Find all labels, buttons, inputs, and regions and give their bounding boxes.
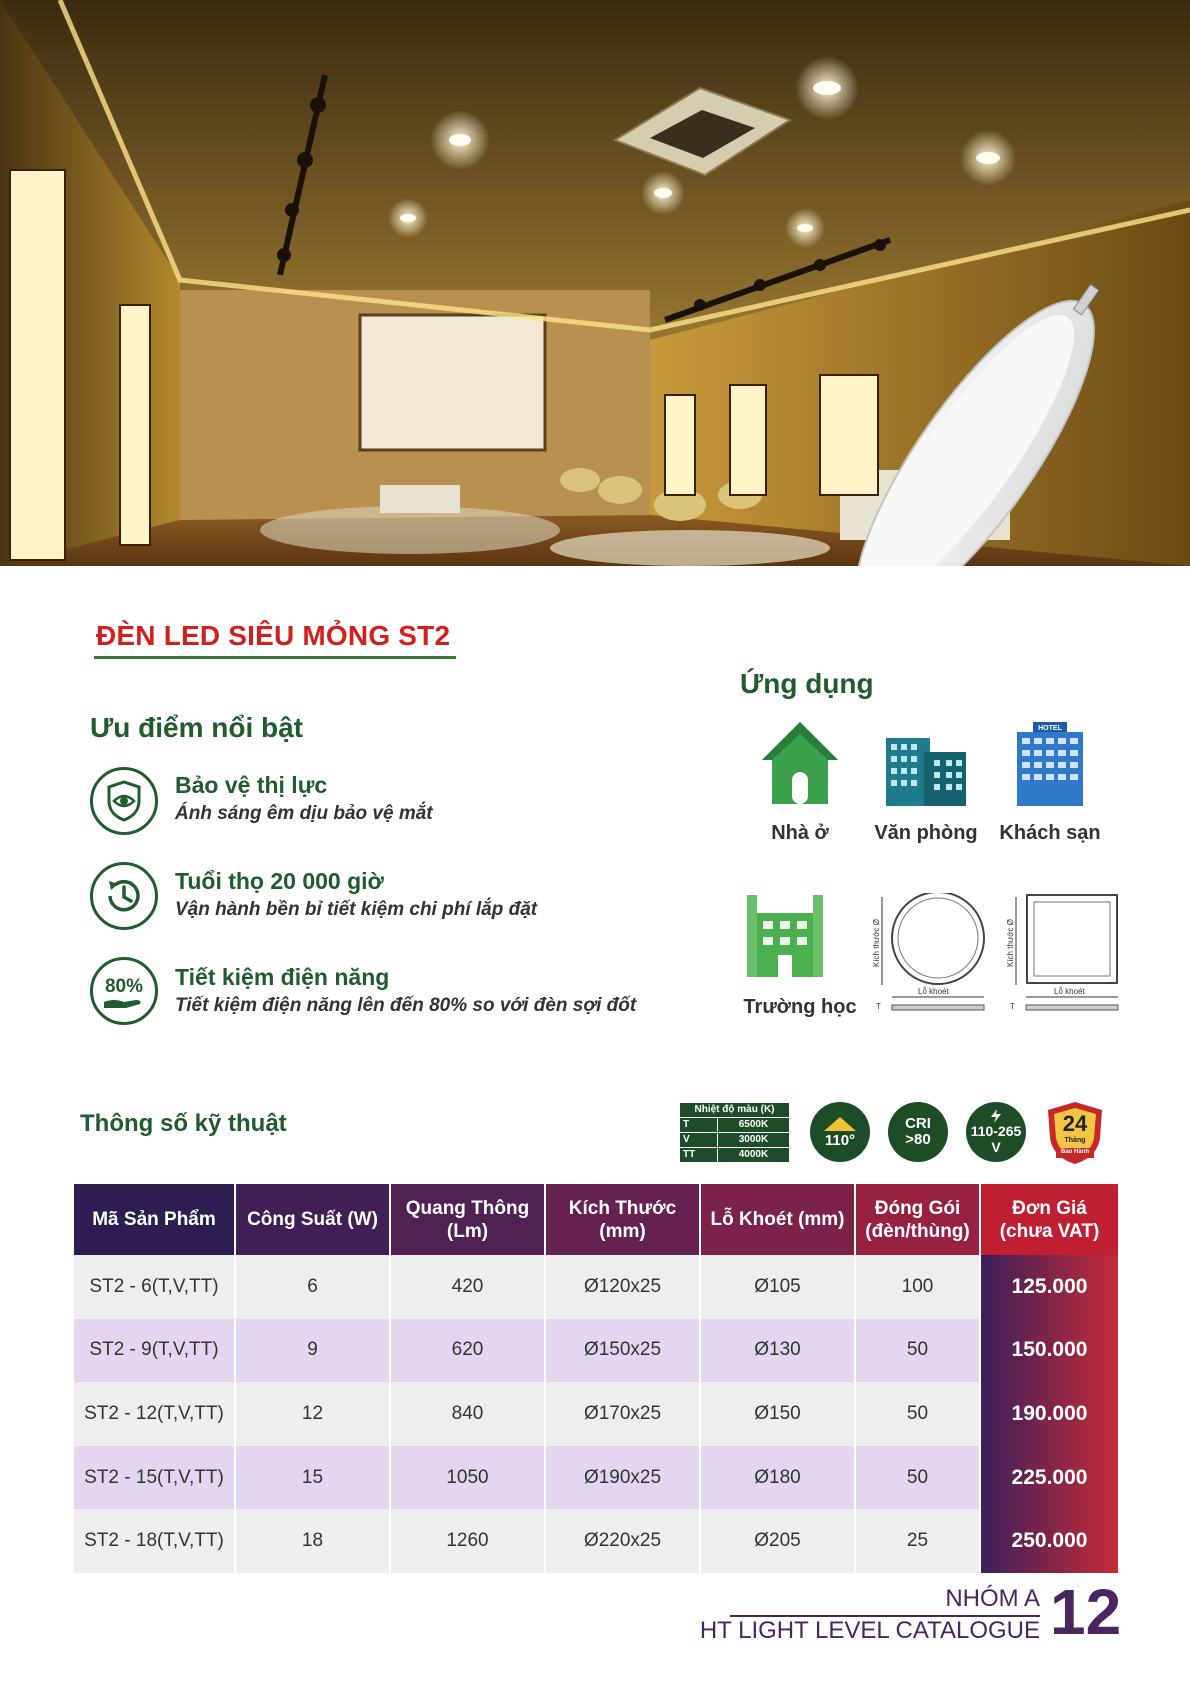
footer-catalogue-label: HT LIGHT LEVEL CATALOGUE xyxy=(699,1617,1040,1644)
color-temp-value: 6500K xyxy=(717,1118,789,1133)
size-label: Kích thước Ø xyxy=(872,919,881,967)
app-label-office: Văn phòng xyxy=(874,822,978,844)
size-label: Kích thước Ø xyxy=(1006,919,1015,967)
table-cell: Ø170x25 xyxy=(545,1382,700,1446)
app-label-hotel: Khách sạn xyxy=(999,822,1101,844)
hero-showroom-image xyxy=(0,0,1190,566)
table-cell: Ø190x25 xyxy=(545,1446,700,1510)
table-cell: Ø105 xyxy=(700,1255,855,1319)
footer-divider xyxy=(730,1615,1040,1617)
footer-group-label: NHÓM A xyxy=(945,1585,1040,1612)
house-icon xyxy=(760,720,840,811)
table-cell: 420 xyxy=(390,1255,545,1319)
table-row xyxy=(74,1319,1118,1383)
cri-value: >80 xyxy=(905,1131,931,1148)
warranty-badge xyxy=(1044,1100,1106,1166)
hotel-sign-text: HOTEL xyxy=(1038,725,1062,732)
table-cell: Ø205 xyxy=(700,1509,855,1573)
cutout-label: Lỗ khoét xyxy=(1054,987,1085,996)
round-dimension-diagram xyxy=(872,893,990,1018)
clock-icon xyxy=(90,862,158,930)
office-building-icon xyxy=(884,722,968,813)
color-temperature-table xyxy=(679,1102,790,1163)
color-temp-header: Nhiệt độ màu (K) xyxy=(680,1103,790,1118)
price-cell: 150.000 xyxy=(980,1319,1118,1383)
color-temp-value: 3000K xyxy=(717,1133,789,1148)
table-cell: Ø130 xyxy=(700,1319,855,1383)
column-header: Quang Thông (Lm) xyxy=(390,1184,545,1255)
price-table xyxy=(74,1184,1118,1573)
table-cell: 15 xyxy=(235,1446,390,1510)
table-cell: 6 xyxy=(235,1255,390,1319)
table-cell: 1050 xyxy=(390,1446,545,1510)
color-temp-code: V xyxy=(680,1133,718,1148)
table-cell: Ø150 xyxy=(700,1382,855,1446)
app-label-home: Nhà ở xyxy=(771,822,829,844)
table-row xyxy=(74,1382,1118,1446)
table-row xyxy=(74,1255,1118,1319)
color-temp-code: T xyxy=(680,1118,718,1133)
table-cell: 620 xyxy=(390,1319,545,1383)
table-cell: ST2 - 12(T,V,TT) xyxy=(74,1382,235,1446)
column-header: Kích Thước (mm) xyxy=(545,1184,700,1255)
voltage-unit: V xyxy=(991,1139,1001,1155)
height-label: T xyxy=(876,1002,881,1011)
table-cell: 840 xyxy=(390,1382,545,1446)
beam-angle-value: 110° xyxy=(824,1132,856,1149)
page-number: 12 xyxy=(1050,1576,1122,1648)
square-dimension-diagram xyxy=(1006,893,1124,1018)
hotel-icon xyxy=(1013,720,1087,813)
voltage-badge xyxy=(966,1102,1026,1162)
benefit-title-energy-saving: Tiết kiệm điện năng xyxy=(175,964,390,990)
percent-label: 80% xyxy=(104,975,144,997)
table-cell: 100 xyxy=(855,1255,980,1319)
beam-angle-icon xyxy=(822,1115,858,1133)
table-cell: 18 xyxy=(235,1509,390,1573)
table-cell: Ø120x25 xyxy=(545,1255,700,1319)
warranty-text: Bảo Hành xyxy=(1060,1149,1089,1155)
color-temp-code: TT xyxy=(680,1148,718,1163)
benefit-title-eye-protection: Bảo vệ thị lực xyxy=(175,772,328,798)
price-cell: 125.000 xyxy=(980,1255,1118,1319)
table-cell: Ø150x25 xyxy=(545,1319,700,1383)
specs-heading: Thông số kỹ thuật xyxy=(80,1110,287,1137)
price-cell: 225.000 xyxy=(980,1446,1118,1510)
table-cell: Ø180 xyxy=(700,1446,855,1510)
cri-badge xyxy=(888,1102,948,1162)
price-cell: 250.000 xyxy=(980,1509,1118,1573)
benefits-heading: Ưu điểm nổi bật xyxy=(90,712,304,743)
eye-shield-icon xyxy=(90,767,158,835)
column-header: Công Suất (W) xyxy=(235,1184,390,1255)
school-icon xyxy=(745,893,825,984)
cutout-label: Lỗ khoét xyxy=(918,987,949,996)
price-cell: 190.000 xyxy=(980,1382,1118,1446)
table-cell: ST2 - 15(T,V,TT) xyxy=(74,1446,235,1510)
beam-angle-badge xyxy=(810,1102,870,1162)
percent-hand-icon xyxy=(90,957,158,1025)
table-row xyxy=(74,1509,1118,1573)
price-table-header-row xyxy=(74,1184,1118,1255)
warranty-unit: Tháng xyxy=(1064,1137,1086,1144)
table-cell: ST2 - 18(T,V,TT) xyxy=(74,1509,235,1573)
column-header: Đơn Giá (chưa VAT) xyxy=(980,1184,1118,1255)
benefit-desc-energy-saving: Tiết kiệm điện năng lên đến 80% so với đèn sợi đốt xyxy=(175,995,637,1016)
title-underline xyxy=(94,656,456,659)
table-cell: ST2 - 6(T,V,TT) xyxy=(74,1255,235,1319)
app-label-school: Trường học xyxy=(743,996,857,1018)
cri-label: CRI xyxy=(905,1115,931,1132)
height-label: T xyxy=(1010,1002,1015,1011)
benefit-desc-lifetime: Vận hành bền bỉ tiết kiệm chi phí lắp đặt xyxy=(175,899,538,920)
product-title: ĐÈN LED SIÊU MỎNG ST2 xyxy=(96,620,451,651)
column-header: Lỗ Khoét (mm) xyxy=(700,1184,855,1255)
table-cell: Ø220x25 xyxy=(545,1509,700,1573)
benefit-desc-eye-protection: Ánh sáng êm dịu bảo vệ mắt xyxy=(175,803,433,824)
table-cell: 1260 xyxy=(390,1509,545,1573)
table-row xyxy=(74,1446,1118,1510)
table-cell: 50 xyxy=(855,1382,980,1446)
voltage-range: 110-265 xyxy=(970,1123,1022,1139)
table-cell: 12 xyxy=(235,1382,390,1446)
column-header: Mã Sản Phẩm xyxy=(74,1184,235,1255)
table-cell: ST2 - 9(T,V,TT) xyxy=(74,1319,235,1383)
color-temp-value: 4000K xyxy=(717,1148,789,1163)
table-cell: 50 xyxy=(855,1319,980,1383)
benefit-title-lifetime: Tuổi thọ 20 000 giờ xyxy=(175,868,384,894)
lightning-icon xyxy=(990,1109,1002,1123)
column-header: Đóng Gói (đèn/thùng) xyxy=(855,1184,980,1255)
warranty-months: 24 xyxy=(1062,1111,1088,1136)
table-cell: 50 xyxy=(855,1446,980,1510)
table-cell: 9 xyxy=(235,1319,390,1383)
table-cell: 25 xyxy=(855,1509,980,1573)
applications-heading: Ứng dụng xyxy=(740,668,874,699)
